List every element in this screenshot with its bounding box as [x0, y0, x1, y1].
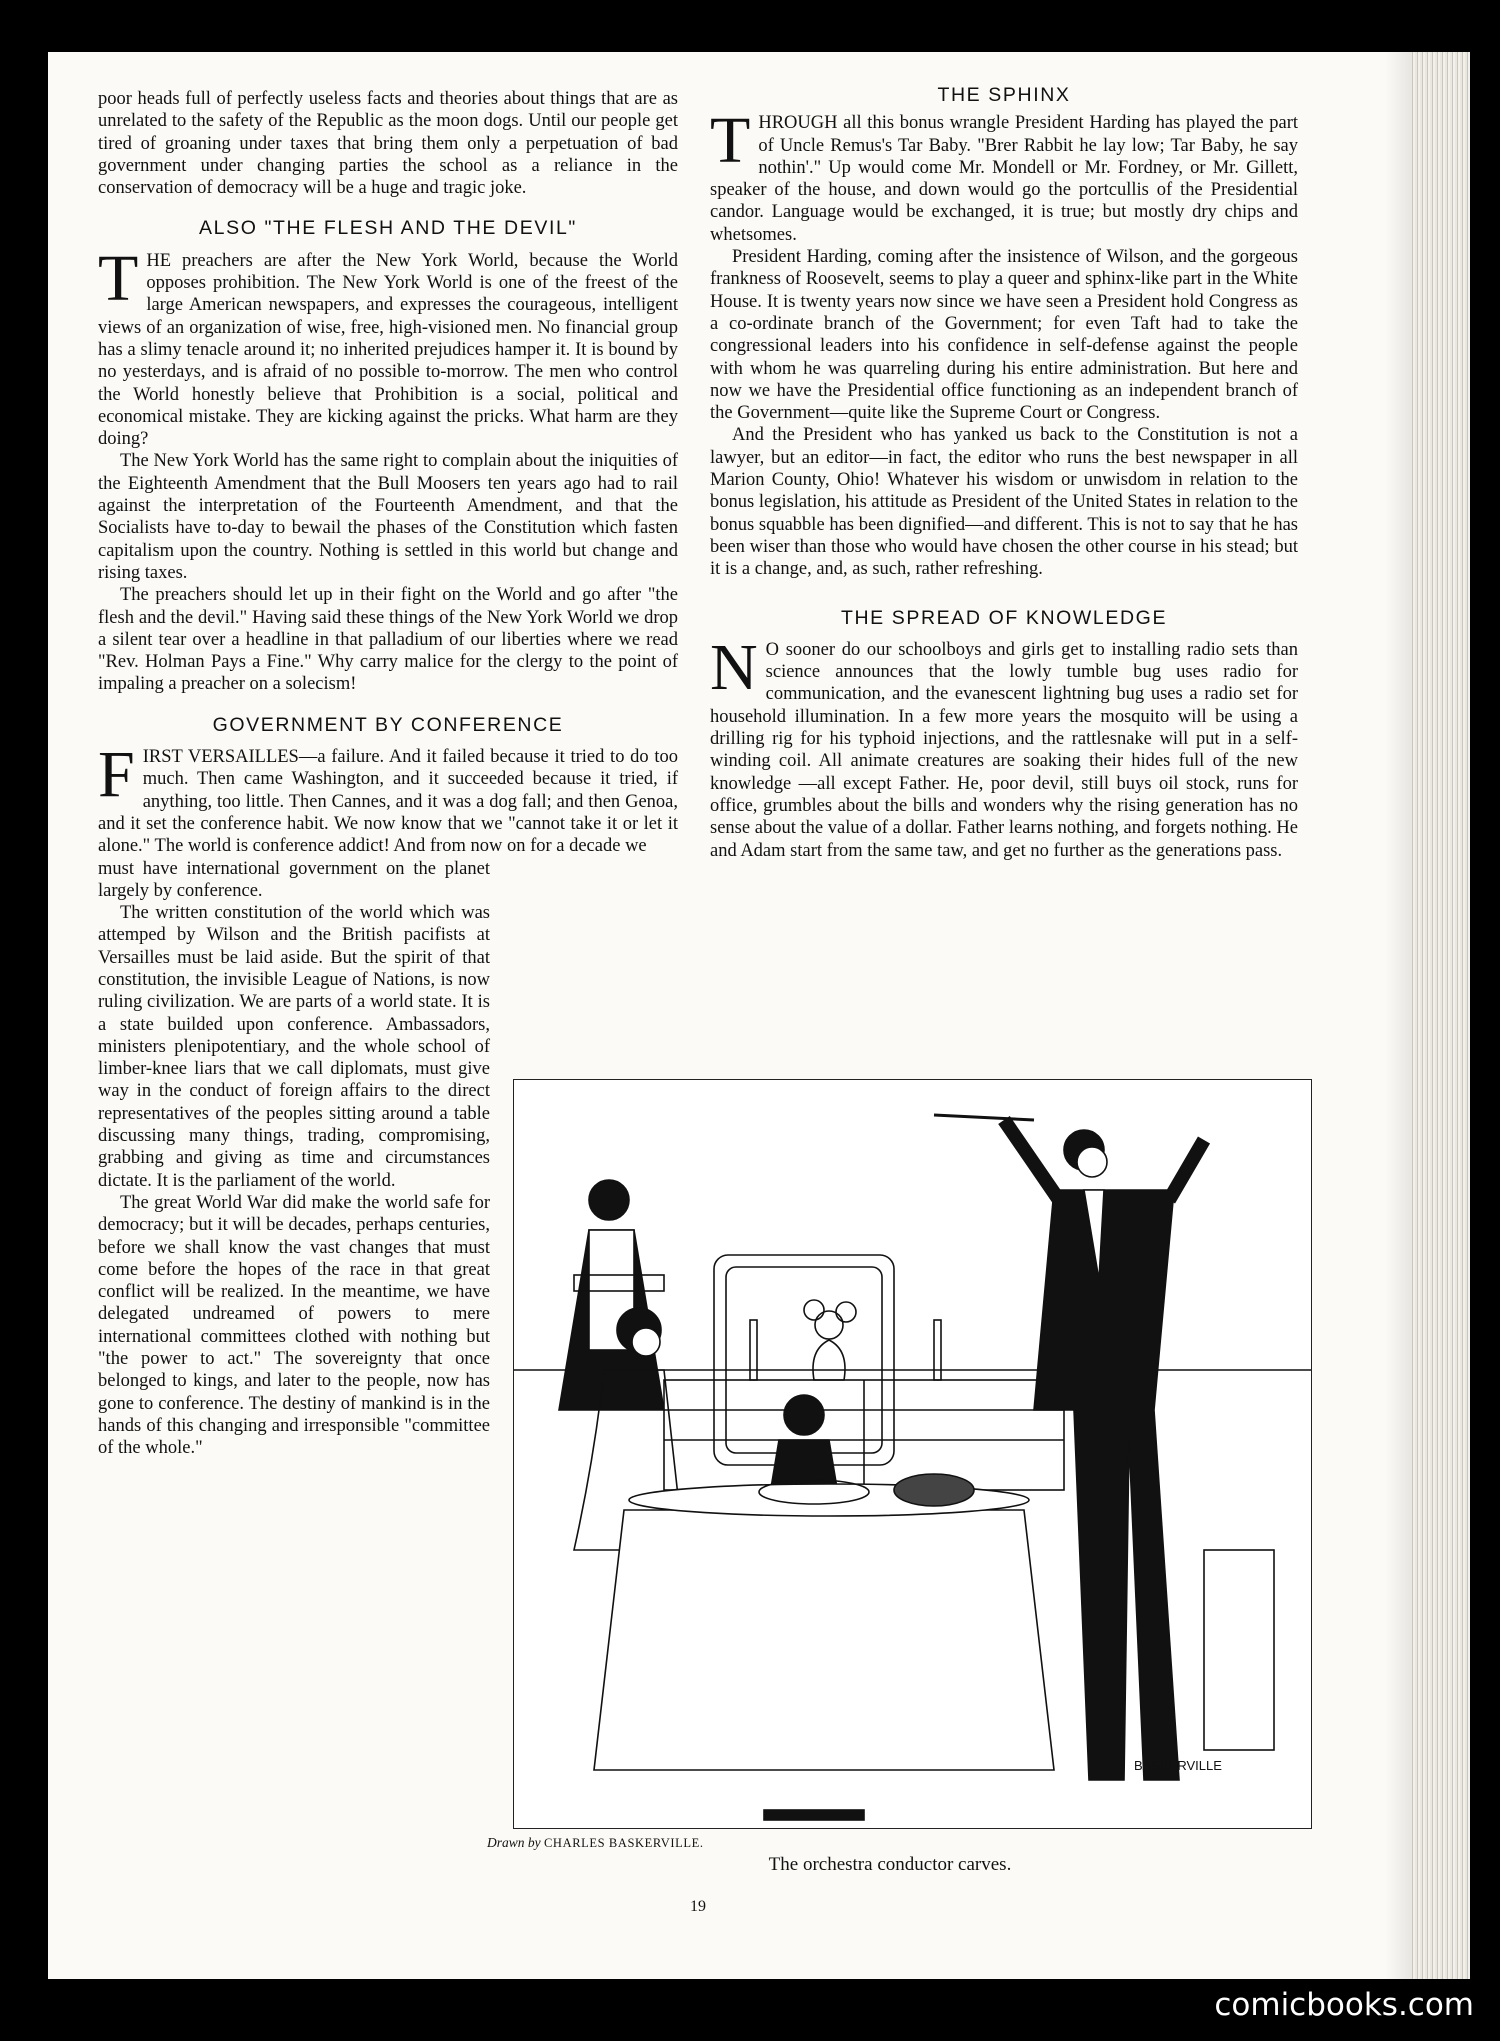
- illustration-dinner-scene: [513, 1079, 1312, 1829]
- other-arm: [1169, 1140, 1204, 1200]
- vase: [813, 1340, 845, 1380]
- narrow-text-block: [98, 858, 490, 1460]
- candle-left: [750, 1320, 757, 1380]
- illustration-caption: The orchestra conductor carves.: [768, 1854, 1012, 1875]
- heading-spread-of-knowledge: THE SPREAD OF KNOWLEDGE: [840, 606, 1168, 629]
- conference-paragraph-2: The written constitution of the world which was attemped by Wilson and the British pacifists at Versailles must be laid aside. But the spirit of that constitution, the invisible League of Nations, is now ruling civilization. We are parts of a world state. It is a state builded upon conference. Ambassadors, ministers plenipotentiary, and the whole school of limber-knee liars that we call diplomats, must give way in the conduct of foreign affairs to the direct representatives of the peoples sitting around a table discussing many things, trading, compromising, grabbing and giving as time and circumstances dictate. It is the parliament of the world.: [98, 903, 490, 1191]
- conference-paragraph-3: The great World War did make the world safe for democracy; but it will be decades, perhaps centuries, before we shall know the vast changes that must come before the hopes of the race in that great conflict will be realized. In the meantime, we have delegated undreamed of powers to mere international committees clothed with nothing but "the power to act." The sovereignty that once belonged to kings, and later to the people, now has gone to conference. The destiny of mankind is in the hands of this changing and irresponsible "committee of the whole.": [98, 1192, 490, 1459]
- flesh-paragraph-3: The preachers should let up in their fight on the World and go after "the flesh and the devil." Having said these things of the New York World we drop a silent tear over a headline in that palladium of our liberties where we read "Rev. Holman Pays a Fine." Why carry malice for the clergy to the point of impaling a preacher on a solecism!: [98, 585, 678, 695]
- heading-the-sphinx: THE SPHINX: [937, 84, 1071, 106]
- sphinx-paragraph-1: [710, 104, 1298, 246]
- conductor-body: [1034, 1190, 1179, 1780]
- illustration-credit: [487, 1835, 704, 1851]
- page-gutter-shadow: [1385, 52, 1410, 1979]
- credit-name: CHARLES BASKERVILLE.: [544, 1836, 704, 1850]
- drop-cap: F: [98, 738, 135, 812]
- dining-table: [594, 1510, 1054, 1770]
- heading-government-by-conference: GOVERNMENT BY CONFERENCE: [212, 713, 564, 736]
- right-column: [710, 84, 1298, 862]
- raised-arm: [1004, 1120, 1059, 1200]
- drop-cap: T: [98, 241, 139, 315]
- child-head: [784, 1395, 824, 1435]
- illustration-drawing: [514, 1080, 1311, 1828]
- credit-prefix: Drawn by: [487, 1835, 541, 1850]
- chair: [1204, 1550, 1274, 1750]
- watermark: comicbooks.com: [1214, 1987, 1474, 2023]
- sphinx-paragraph-3: And the President who has yanked us back to the Constitution is not a lawyer, but an editor—in fact, the editor who runs the best newspaper in all Marion County, Ohio! Whatever his wisdom or unwisdom in relation to the bonus legislation, his attitude as President of the United States in relation to the bonus squabble has been dignified—and different. This is not to say that he has been wiser than those who would have chosen the other course in his stead; but it is a change, and, as such, rather refreshing.: [710, 425, 1298, 580]
- flesh-paragraph-1: [98, 241, 678, 451]
- flesh-paragraph-1-text: HE preachers are after the New York World, because the World opposes prohibition. The New York World is one of the freest of the large American newspapers, and expresses the courageous, intelligent views of an organization of wise, free, high-visioned men. No financial group has a slimy tenacle around it; no inherited prejudices hamper it. It is bound by no yesterdays, and is afraid of no possible to-morrow. The men who control the World honestly believe that Prohibition is a social, political and economical mistake. They are kicking against the pricks. What harm are they doing?: [98, 250, 678, 450]
- sphinx-paragraph-1-text: HROUGH all this bonus wrangle President Harding has played the part of Uncle Remus's Tar Baby. "Brer Rabbit he lay low; Tar Baby, he say nothin'." Up would come Mr. Mondell or Mr. Fordney, or Mr. Gillett, speaker of the house, and down would go the portcullis of the Presidential candor. Language would be exchanged, it is true; but mostly dry chips and whetsomes.: [710, 113, 1298, 245]
- candle-right: [934, 1320, 941, 1380]
- heading-flesh-and-devil: ALSO "THE FLESH AND THE DEVIL": [199, 217, 577, 240]
- sphinx-paragraph-2: President Harding, coming after the insistence of Wilson, and the gorgeous frankness of Roosevelt, seems to play a queer and sphinx-like part in the White House. It is twenty years now since we have seen a President hold Congress as a co-ordinate branch of the Government; for even Taft had to take the congressional leaders into his confidence in self-defense against the people with whom he was quarreling during his entire administration. But here and now we have the Presidential office functioning as an independent branch of the Government—quite like the Supreme Court or Congress.: [710, 247, 1298, 424]
- maid-head: [589, 1180, 629, 1220]
- carving-knife: [934, 1115, 1034, 1120]
- artist-signature: BASKERVILLE: [1134, 1758, 1222, 1773]
- page-number: 19: [690, 1898, 706, 1915]
- knowledge-paragraph-1-text: O sooner do our schoolboys and girls get to installing radio sets than science announces that the lowly tumble bug uses radio for communication, and the evanescent lightning bug uses a radio set for household illumination. In a few more years the mosquito will be using a drilling rig for his typhoid injections, and the rattlesnake will put in a self-winding coil. All animate creatures are soaking their hides full of the new knowledge —all except Father. He, poor devil, still buys oil stock, runs for office, grumbles about the bills and wonders why the rising generation has no sense about the value of a dollar. Father learns nothing, and forgets nothing. He and Adam start from the same taw, and get no further as the generations pass.: [710, 639, 1298, 861]
- drop-cap: T: [710, 104, 751, 178]
- drop-cap: N: [710, 630, 758, 704]
- flesh-paragraph-2: The New York World has the same right to complain about the iniquities of the Eighteenth Amendment that the Bull Moosers ten years ago had to rail against the interpretation of the Fourteenth Amendment, and that the Socialists have to-day to bewail the phases of the Constitution which fasten capitalism upon the country. Nothing is settled in this world but change and rising taxes.: [98, 451, 678, 583]
- conference-paragraph-1: [98, 738, 678, 857]
- book-page-edges: [1410, 52, 1470, 1979]
- conference-paragraph-1-cont: must have international government on the planet largely by conference.: [98, 858, 490, 901]
- knowledge-paragraph-1: [710, 630, 1298, 862]
- conference-paragraph-1-text: IRST VERSAILLES—a failure. And it failed because it tried to do too much. Then came Washington, and it succeeded because it tried, if anything, too little. Then Cannes, and it was a dog fall; and then Genoa, and it set the conference habit. We now know that we "cannot take it or let it alone." The world is conference addict! And from now on for a decade we: [98, 747, 678, 857]
- intro-paragraph: poor heads full of perfectly useless facts and theories about things that are as unrelated to the safety of the Republic as the moon dogs. Until our people get tired of groaning under taxes that bring them only a perpetuation of bad government under changing parties the school as a reliance in the conservation of democracy will be a huge and tragic joke.: [98, 89, 678, 199]
- roast: [894, 1474, 974, 1506]
